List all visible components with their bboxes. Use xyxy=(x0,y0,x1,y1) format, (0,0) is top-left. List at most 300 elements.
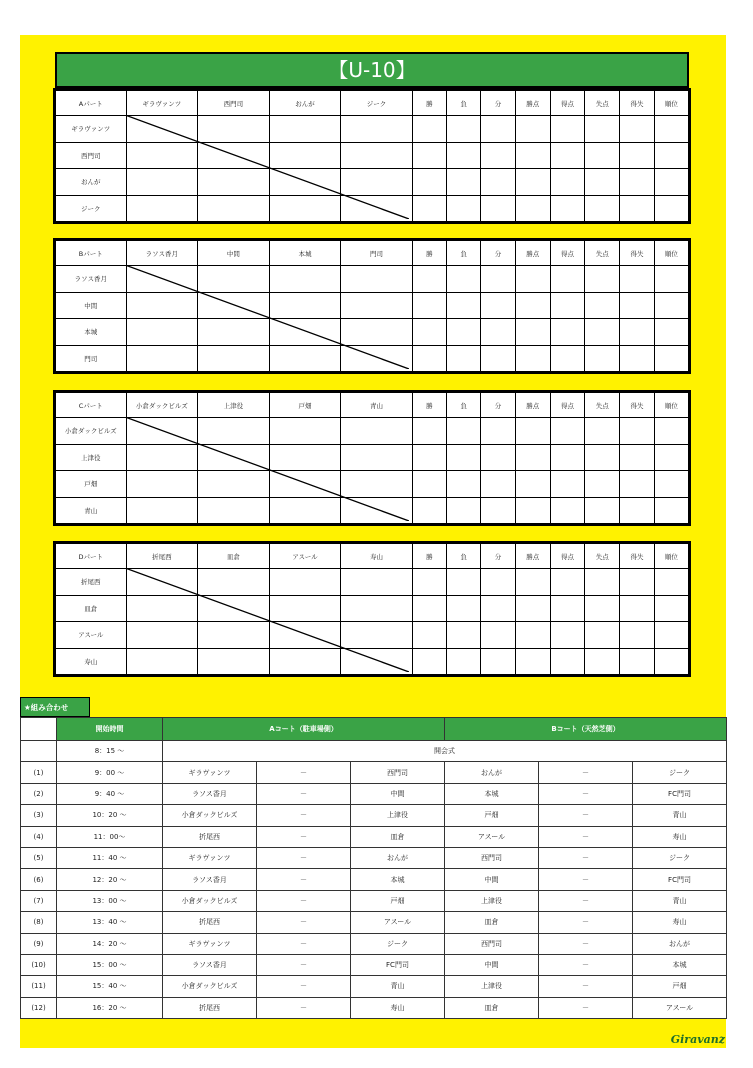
court-a-team-1: ギラヴァンツ xyxy=(163,933,257,954)
result-cell xyxy=(550,266,584,293)
stat-header: 失点 xyxy=(585,544,620,569)
stat-header: 分 xyxy=(481,393,515,418)
result-cell xyxy=(515,319,550,346)
result-cell xyxy=(126,444,198,471)
result-cell xyxy=(412,169,446,196)
match-row xyxy=(21,954,727,975)
header-time: 開始時間 xyxy=(57,718,163,741)
league-table-2 xyxy=(55,240,689,372)
court-b-team-1: 上津役 xyxy=(445,890,539,911)
part-label: Dパート xyxy=(56,544,127,569)
result-cell xyxy=(585,195,620,222)
result-cell xyxy=(341,292,413,319)
result-cell xyxy=(620,648,654,675)
result-cell xyxy=(550,142,584,169)
court-a-team-2: 中間 xyxy=(351,783,445,804)
result-cell xyxy=(198,195,270,222)
result-cell xyxy=(654,569,688,596)
court-b-team-2: ジーク xyxy=(633,762,727,783)
league-table-4 xyxy=(55,543,689,675)
stat-header: 得点 xyxy=(550,393,584,418)
result-cell xyxy=(198,648,270,675)
result-cell xyxy=(620,622,654,649)
result-cell xyxy=(481,418,515,445)
result-cell xyxy=(412,622,446,649)
result-cell xyxy=(585,569,620,596)
team-name: ギラヴァンツ xyxy=(56,116,127,143)
result-cell xyxy=(620,595,654,622)
league-header-row xyxy=(56,241,689,266)
court-a-team-2: 戸畑 xyxy=(351,890,445,911)
league-row xyxy=(56,116,689,143)
result-cell xyxy=(412,497,446,524)
result-cell xyxy=(585,169,620,196)
result-cell xyxy=(126,169,198,196)
result-cell xyxy=(447,292,481,319)
court-b-dash: － xyxy=(539,976,633,997)
result-cell xyxy=(126,142,198,169)
team-name: 西門司 xyxy=(56,142,127,169)
court-b-team-1: 上津役 xyxy=(445,976,539,997)
result-cell xyxy=(341,345,413,372)
court-a-team-1: ギラヴァンツ xyxy=(163,762,257,783)
result-cell xyxy=(412,116,446,143)
team-header: 小倉ダックビルズ xyxy=(126,393,198,418)
court-b-team-1: 皿倉 xyxy=(445,912,539,933)
result-cell xyxy=(585,648,620,675)
result-cell xyxy=(550,195,584,222)
court-a-dash: － xyxy=(257,976,351,997)
stat-header: 負 xyxy=(447,393,481,418)
result-cell xyxy=(447,169,481,196)
result-cell xyxy=(447,497,481,524)
league-row xyxy=(56,345,689,372)
court-b-dash: － xyxy=(539,933,633,954)
court-b-team-1: 皿倉 xyxy=(445,997,539,1018)
court-b-team-2: ジーク xyxy=(633,847,727,868)
result-cell xyxy=(341,471,413,498)
court-a-team-2: ジーク xyxy=(351,933,445,954)
match-no: (7) xyxy=(21,890,57,911)
result-cell xyxy=(654,345,688,372)
result-cell xyxy=(654,142,688,169)
result-cell xyxy=(198,622,270,649)
result-cell xyxy=(126,345,198,372)
result-cell xyxy=(550,418,584,445)
court-a-team-1: 折尾西 xyxy=(163,826,257,847)
match-no: (11) xyxy=(21,976,57,997)
court-b-team-2: 青山 xyxy=(633,805,727,826)
stat-header: 得点 xyxy=(550,544,584,569)
result-cell xyxy=(412,319,446,346)
court-a-team-2: 西門司 xyxy=(351,762,445,783)
stat-header: 勝 xyxy=(412,241,446,266)
team-name: 門司 xyxy=(56,345,127,372)
result-cell xyxy=(269,648,341,675)
court-a-team-2: 皿倉 xyxy=(351,826,445,847)
court-a-dash: － xyxy=(257,933,351,954)
stat-header: 失点 xyxy=(585,91,620,116)
match-time: 11：40 ～ xyxy=(57,847,163,868)
result-cell xyxy=(620,292,654,319)
team-header: 門司 xyxy=(341,241,413,266)
result-cell xyxy=(198,142,270,169)
result-cell xyxy=(269,195,341,222)
team-header: 中間 xyxy=(198,241,270,266)
court-b-dash: － xyxy=(539,847,633,868)
court-b-dash: － xyxy=(539,890,633,911)
result-cell xyxy=(447,444,481,471)
result-cell xyxy=(481,569,515,596)
result-cell xyxy=(198,595,270,622)
result-cell xyxy=(620,169,654,196)
result-cell xyxy=(412,142,446,169)
stat-header: 勝 xyxy=(412,393,446,418)
match-time: 14：20 ～ xyxy=(57,933,163,954)
result-cell xyxy=(515,497,550,524)
result-cell xyxy=(620,142,654,169)
result-cell xyxy=(198,418,270,445)
team-name: 中間 xyxy=(56,292,127,319)
part-label: Bパート xyxy=(56,241,127,266)
result-cell xyxy=(481,116,515,143)
result-cell xyxy=(515,569,550,596)
result-cell xyxy=(515,418,550,445)
team-name: ジーク xyxy=(56,195,127,222)
result-cell xyxy=(585,319,620,346)
match-time: 10：20 ～ xyxy=(57,805,163,826)
court-a-team-1: 小倉ダックビルズ xyxy=(163,976,257,997)
result-cell xyxy=(341,266,413,293)
result-cell xyxy=(447,569,481,596)
court-b-dash: － xyxy=(539,869,633,890)
result-cell xyxy=(550,345,584,372)
match-row xyxy=(21,890,727,911)
result-cell xyxy=(654,471,688,498)
result-cell xyxy=(550,319,584,346)
court-a-dash: － xyxy=(257,890,351,911)
league-row xyxy=(56,195,689,222)
court-b-team-1: 本城 xyxy=(445,783,539,804)
result-cell xyxy=(550,292,584,319)
league-table-1 xyxy=(55,90,689,222)
result-cell xyxy=(654,169,688,196)
result-cell xyxy=(481,319,515,346)
stat-header: 順位 xyxy=(654,393,688,418)
result-cell xyxy=(269,471,341,498)
team-header: 西門司 xyxy=(198,91,270,116)
result-cell xyxy=(585,471,620,498)
court-b-team-2: 青山 xyxy=(633,890,727,911)
result-cell xyxy=(515,142,550,169)
team-name: アスール xyxy=(56,622,127,649)
stat-header: 分 xyxy=(481,544,515,569)
result-cell xyxy=(481,471,515,498)
team-header: 寿山 xyxy=(341,544,413,569)
match-row xyxy=(21,997,727,1018)
result-cell xyxy=(585,292,620,319)
stat-header: 順位 xyxy=(654,241,688,266)
result-cell xyxy=(515,292,550,319)
court-b-team-1: 西門司 xyxy=(445,933,539,954)
result-cell xyxy=(620,116,654,143)
court-b-dash: － xyxy=(539,762,633,783)
match-row xyxy=(21,847,727,868)
league-row xyxy=(56,292,689,319)
court-b-team-2: 寿山 xyxy=(633,912,727,933)
court-a-team-1: ギラヴァンツ xyxy=(163,847,257,868)
court-a-dash: － xyxy=(257,783,351,804)
result-cell xyxy=(412,569,446,596)
result-cell xyxy=(341,142,413,169)
league-row xyxy=(56,471,689,498)
court-b-dash: － xyxy=(539,954,633,975)
opening-label: 開会式 xyxy=(163,741,727,762)
court-b-team-2: おんが xyxy=(633,933,727,954)
stat-header: 失点 xyxy=(585,393,620,418)
result-cell xyxy=(620,195,654,222)
court-a-team-2: FC門司 xyxy=(351,954,445,975)
stat-header: 得失 xyxy=(620,91,654,116)
result-cell xyxy=(654,497,688,524)
result-cell xyxy=(550,622,584,649)
match-row xyxy=(21,976,727,997)
match-row xyxy=(21,762,727,783)
result-cell xyxy=(515,116,550,143)
result-cell xyxy=(481,142,515,169)
stat-header: 順位 xyxy=(654,91,688,116)
court-a-dash: － xyxy=(257,826,351,847)
stat-header: 勝点 xyxy=(515,241,550,266)
result-cell xyxy=(550,497,584,524)
stat-header: 得失 xyxy=(620,241,654,266)
result-cell xyxy=(654,622,688,649)
court-a-team-2: おんが xyxy=(351,847,445,868)
court-a-team-2: 寿山 xyxy=(351,997,445,1018)
stat-header: 負 xyxy=(447,241,481,266)
result-cell xyxy=(198,569,270,596)
match-row xyxy=(21,805,727,826)
result-cell xyxy=(620,345,654,372)
result-cell xyxy=(198,266,270,293)
result-cell xyxy=(269,319,341,346)
team-name: 折尾西 xyxy=(56,569,127,596)
court-b-dash: － xyxy=(539,826,633,847)
stat-header: 失点 xyxy=(585,241,620,266)
court-b-team-2: FC門司 xyxy=(633,783,727,804)
result-cell xyxy=(341,595,413,622)
stat-header: 得失 xyxy=(620,544,654,569)
result-cell xyxy=(585,595,620,622)
result-cell xyxy=(654,195,688,222)
team-name: おんが xyxy=(56,169,127,196)
result-cell xyxy=(481,622,515,649)
stat-header: 得点 xyxy=(550,91,584,116)
result-cell xyxy=(515,195,550,222)
result-cell xyxy=(585,116,620,143)
result-cell xyxy=(447,142,481,169)
court-a-team-2: 青山 xyxy=(351,976,445,997)
result-cell xyxy=(585,497,620,524)
result-cell xyxy=(550,169,584,196)
match-time: 15：40 ～ xyxy=(57,976,163,997)
result-cell xyxy=(620,266,654,293)
team-header: ジーク xyxy=(341,91,413,116)
match-no: (12) xyxy=(21,997,57,1018)
result-cell xyxy=(341,116,413,143)
result-cell xyxy=(620,319,654,346)
league-row xyxy=(56,497,689,524)
match-time: 11：00～ xyxy=(57,826,163,847)
result-cell xyxy=(126,266,198,293)
team-name: 戸畑 xyxy=(56,471,127,498)
result-cell xyxy=(585,142,620,169)
league-row xyxy=(56,622,689,649)
stat-header: 分 xyxy=(481,241,515,266)
match-no: (2) xyxy=(21,783,57,804)
result-cell xyxy=(126,319,198,346)
match-time: 13：40 ～ xyxy=(57,912,163,933)
result-cell xyxy=(481,195,515,222)
result-cell xyxy=(341,319,413,346)
league-row xyxy=(56,444,689,471)
court-b-team-1: 戸畑 xyxy=(445,805,539,826)
result-cell xyxy=(550,471,584,498)
result-cell xyxy=(620,497,654,524)
result-cell xyxy=(198,345,270,372)
result-cell xyxy=(481,497,515,524)
league-table-3 xyxy=(55,392,689,524)
result-cell xyxy=(620,418,654,445)
result-cell xyxy=(412,648,446,675)
match-no: (6) xyxy=(21,869,57,890)
result-cell xyxy=(269,116,341,143)
result-cell xyxy=(481,266,515,293)
stat-header: 得失 xyxy=(620,393,654,418)
result-cell xyxy=(585,266,620,293)
opening-row xyxy=(21,741,727,762)
stat-header: 勝 xyxy=(412,91,446,116)
part-label: Aパート xyxy=(56,91,127,116)
result-cell xyxy=(447,345,481,372)
team-header: ラソス香月 xyxy=(126,241,198,266)
league-row xyxy=(56,569,689,596)
schedule-header xyxy=(21,718,727,741)
result-cell xyxy=(341,648,413,675)
result-cell xyxy=(550,569,584,596)
part-label: Cパート xyxy=(56,393,127,418)
league-row xyxy=(56,319,689,346)
result-cell xyxy=(481,169,515,196)
result-cell xyxy=(515,266,550,293)
court-a-dash: － xyxy=(257,954,351,975)
result-cell xyxy=(447,648,481,675)
court-a-team-1: ラソス香月 xyxy=(163,783,257,804)
result-cell xyxy=(126,595,198,622)
result-cell xyxy=(412,444,446,471)
team-header: アスール xyxy=(269,544,341,569)
court-a-dash: － xyxy=(257,847,351,868)
result-cell xyxy=(341,497,413,524)
stat-header: 勝点 xyxy=(515,393,550,418)
court-b-team-2: FC門司 xyxy=(633,869,727,890)
result-cell xyxy=(126,497,198,524)
league-row xyxy=(56,142,689,169)
court-a-team-2: 上津役 xyxy=(351,805,445,826)
result-cell xyxy=(412,471,446,498)
result-cell xyxy=(481,595,515,622)
stat-header: 順位 xyxy=(654,544,688,569)
result-cell xyxy=(341,444,413,471)
match-row xyxy=(21,869,727,890)
team-name: 皿倉 xyxy=(56,595,127,622)
schedule-table xyxy=(20,717,727,1019)
result-cell xyxy=(447,195,481,222)
match-row xyxy=(21,933,727,954)
result-cell xyxy=(515,648,550,675)
court-a-dash: － xyxy=(257,912,351,933)
opening-no xyxy=(21,741,57,762)
result-cell xyxy=(654,319,688,346)
match-no: (10) xyxy=(21,954,57,975)
result-cell xyxy=(515,345,550,372)
match-row xyxy=(21,912,727,933)
match-time: 13：00 ～ xyxy=(57,890,163,911)
team-header: 皿倉 xyxy=(198,544,270,569)
league-header-row xyxy=(56,544,689,569)
result-cell xyxy=(198,319,270,346)
match-row xyxy=(21,826,727,847)
result-cell xyxy=(269,444,341,471)
stat-header: 勝点 xyxy=(515,91,550,116)
team-name: 寿山 xyxy=(56,648,127,675)
league-row xyxy=(56,595,689,622)
result-cell xyxy=(341,418,413,445)
court-b-team-1: おんが xyxy=(445,762,539,783)
court-a-dash: － xyxy=(257,997,351,1018)
court-b-team-2: アスール xyxy=(633,997,727,1018)
court-a-dash: － xyxy=(257,762,351,783)
league-row xyxy=(56,169,689,196)
result-cell xyxy=(447,116,481,143)
league-header-row xyxy=(56,91,689,116)
league-row xyxy=(56,648,689,675)
match-time: 15：00 ～ xyxy=(57,954,163,975)
court-b-dash: － xyxy=(539,997,633,1018)
court-b-dash: － xyxy=(539,783,633,804)
result-cell xyxy=(269,418,341,445)
team-header: 本城 xyxy=(269,241,341,266)
result-cell xyxy=(654,648,688,675)
result-cell xyxy=(585,444,620,471)
result-cell xyxy=(341,622,413,649)
stat-header: 得点 xyxy=(550,241,584,266)
team-name: 小倉ダックビルズ xyxy=(56,418,127,445)
result-cell xyxy=(198,169,270,196)
result-cell xyxy=(515,444,550,471)
result-cell xyxy=(269,142,341,169)
result-cell xyxy=(412,595,446,622)
court-a-team-1: 小倉ダックビルズ xyxy=(163,890,257,911)
result-cell xyxy=(269,595,341,622)
result-cell xyxy=(654,292,688,319)
result-cell xyxy=(515,169,550,196)
court-b-dash: － xyxy=(539,805,633,826)
result-cell xyxy=(447,418,481,445)
match-no: (1) xyxy=(21,762,57,783)
stat-header: 負 xyxy=(447,91,481,116)
result-cell xyxy=(198,497,270,524)
